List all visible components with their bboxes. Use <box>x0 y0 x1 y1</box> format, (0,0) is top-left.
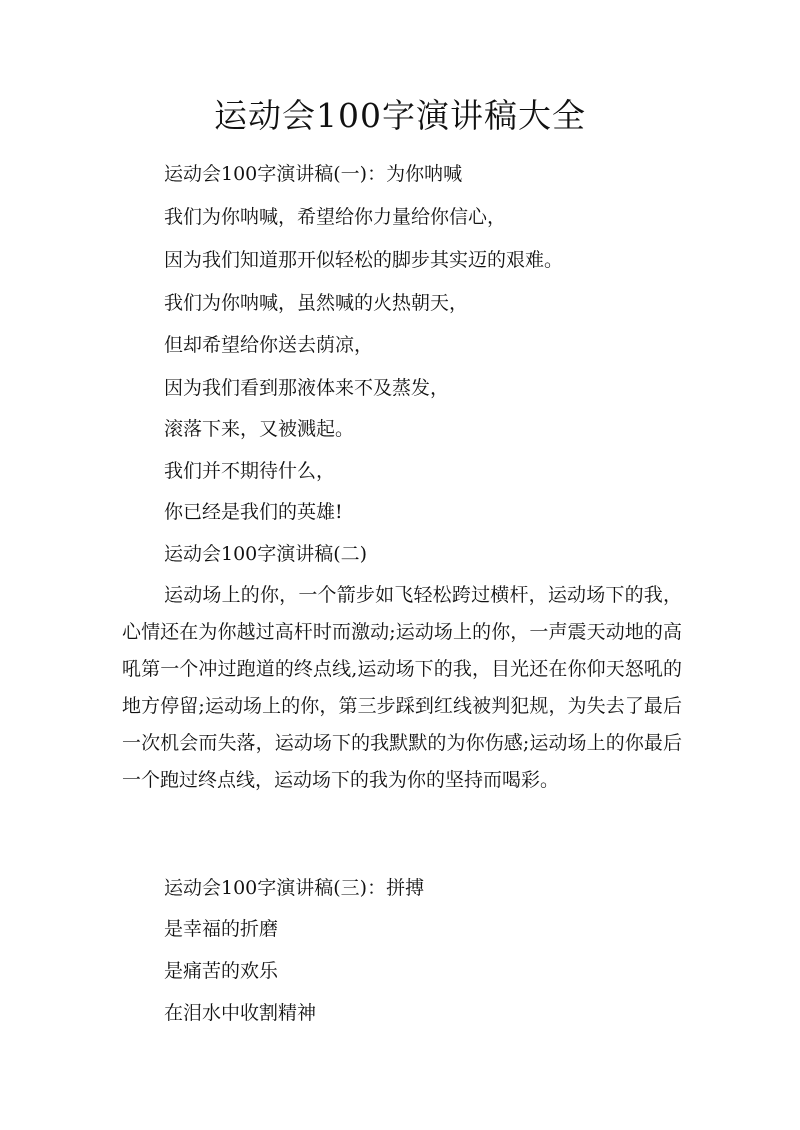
body-paragraph: 运动场上的你，一个箭步如飞轻松跨过横杆，运动场下的我，心情还在为你越过高杆时而激动;运动场上的你，一声震天动地的高吼第一个冲过跑道的终点线,运动场下的我，目光还在你仰天怒吼的地方停留;运动场上的你，第三步踩到红线被判犯规，为失去了最后一次机会而失落，运动场下的我默默的为你伤感;运动场上的你最后一个跑过终点线，运动场下的我为你的坚持而喝彩。 <box>122 584 682 791</box>
poem-line: 滚落下来，又被溅起。 <box>164 418 355 440</box>
poem-line: 我们为你呐喊，希望给你力量给你信心， <box>164 206 507 228</box>
poem-line: 你已经是我们的英雄! <box>164 501 343 523</box>
page-title: 运动会100字演讲稿大全 <box>214 96 586 135</box>
poem-line: 因为我们看到那液体来不及蒸发， <box>164 377 450 399</box>
section-heading-2: 运动会100字演讲稿(二) <box>164 543 368 565</box>
poem-line: 但却希望给你送去荫凉， <box>164 334 374 356</box>
poem-line: 是幸福的折磨 <box>164 918 279 940</box>
poem-line: 在泪水中收割精神 <box>164 1002 317 1024</box>
poem-line: 我们并不期待什么， <box>164 460 336 482</box>
poem-line: 是痛苦的欢乐 <box>164 960 279 982</box>
section-heading-1: 运动会100字演讲稿(一)：为你呐喊 <box>164 163 463 185</box>
poem-line: 因为我们知道那开似轻松的脚步其实迈的艰难。 <box>164 249 564 271</box>
section-heading-3: 运动会100字演讲稿(三)：拼搏 <box>164 877 425 899</box>
poem-line: 我们为你呐喊，虽然喊的火热朝天， <box>164 292 469 314</box>
